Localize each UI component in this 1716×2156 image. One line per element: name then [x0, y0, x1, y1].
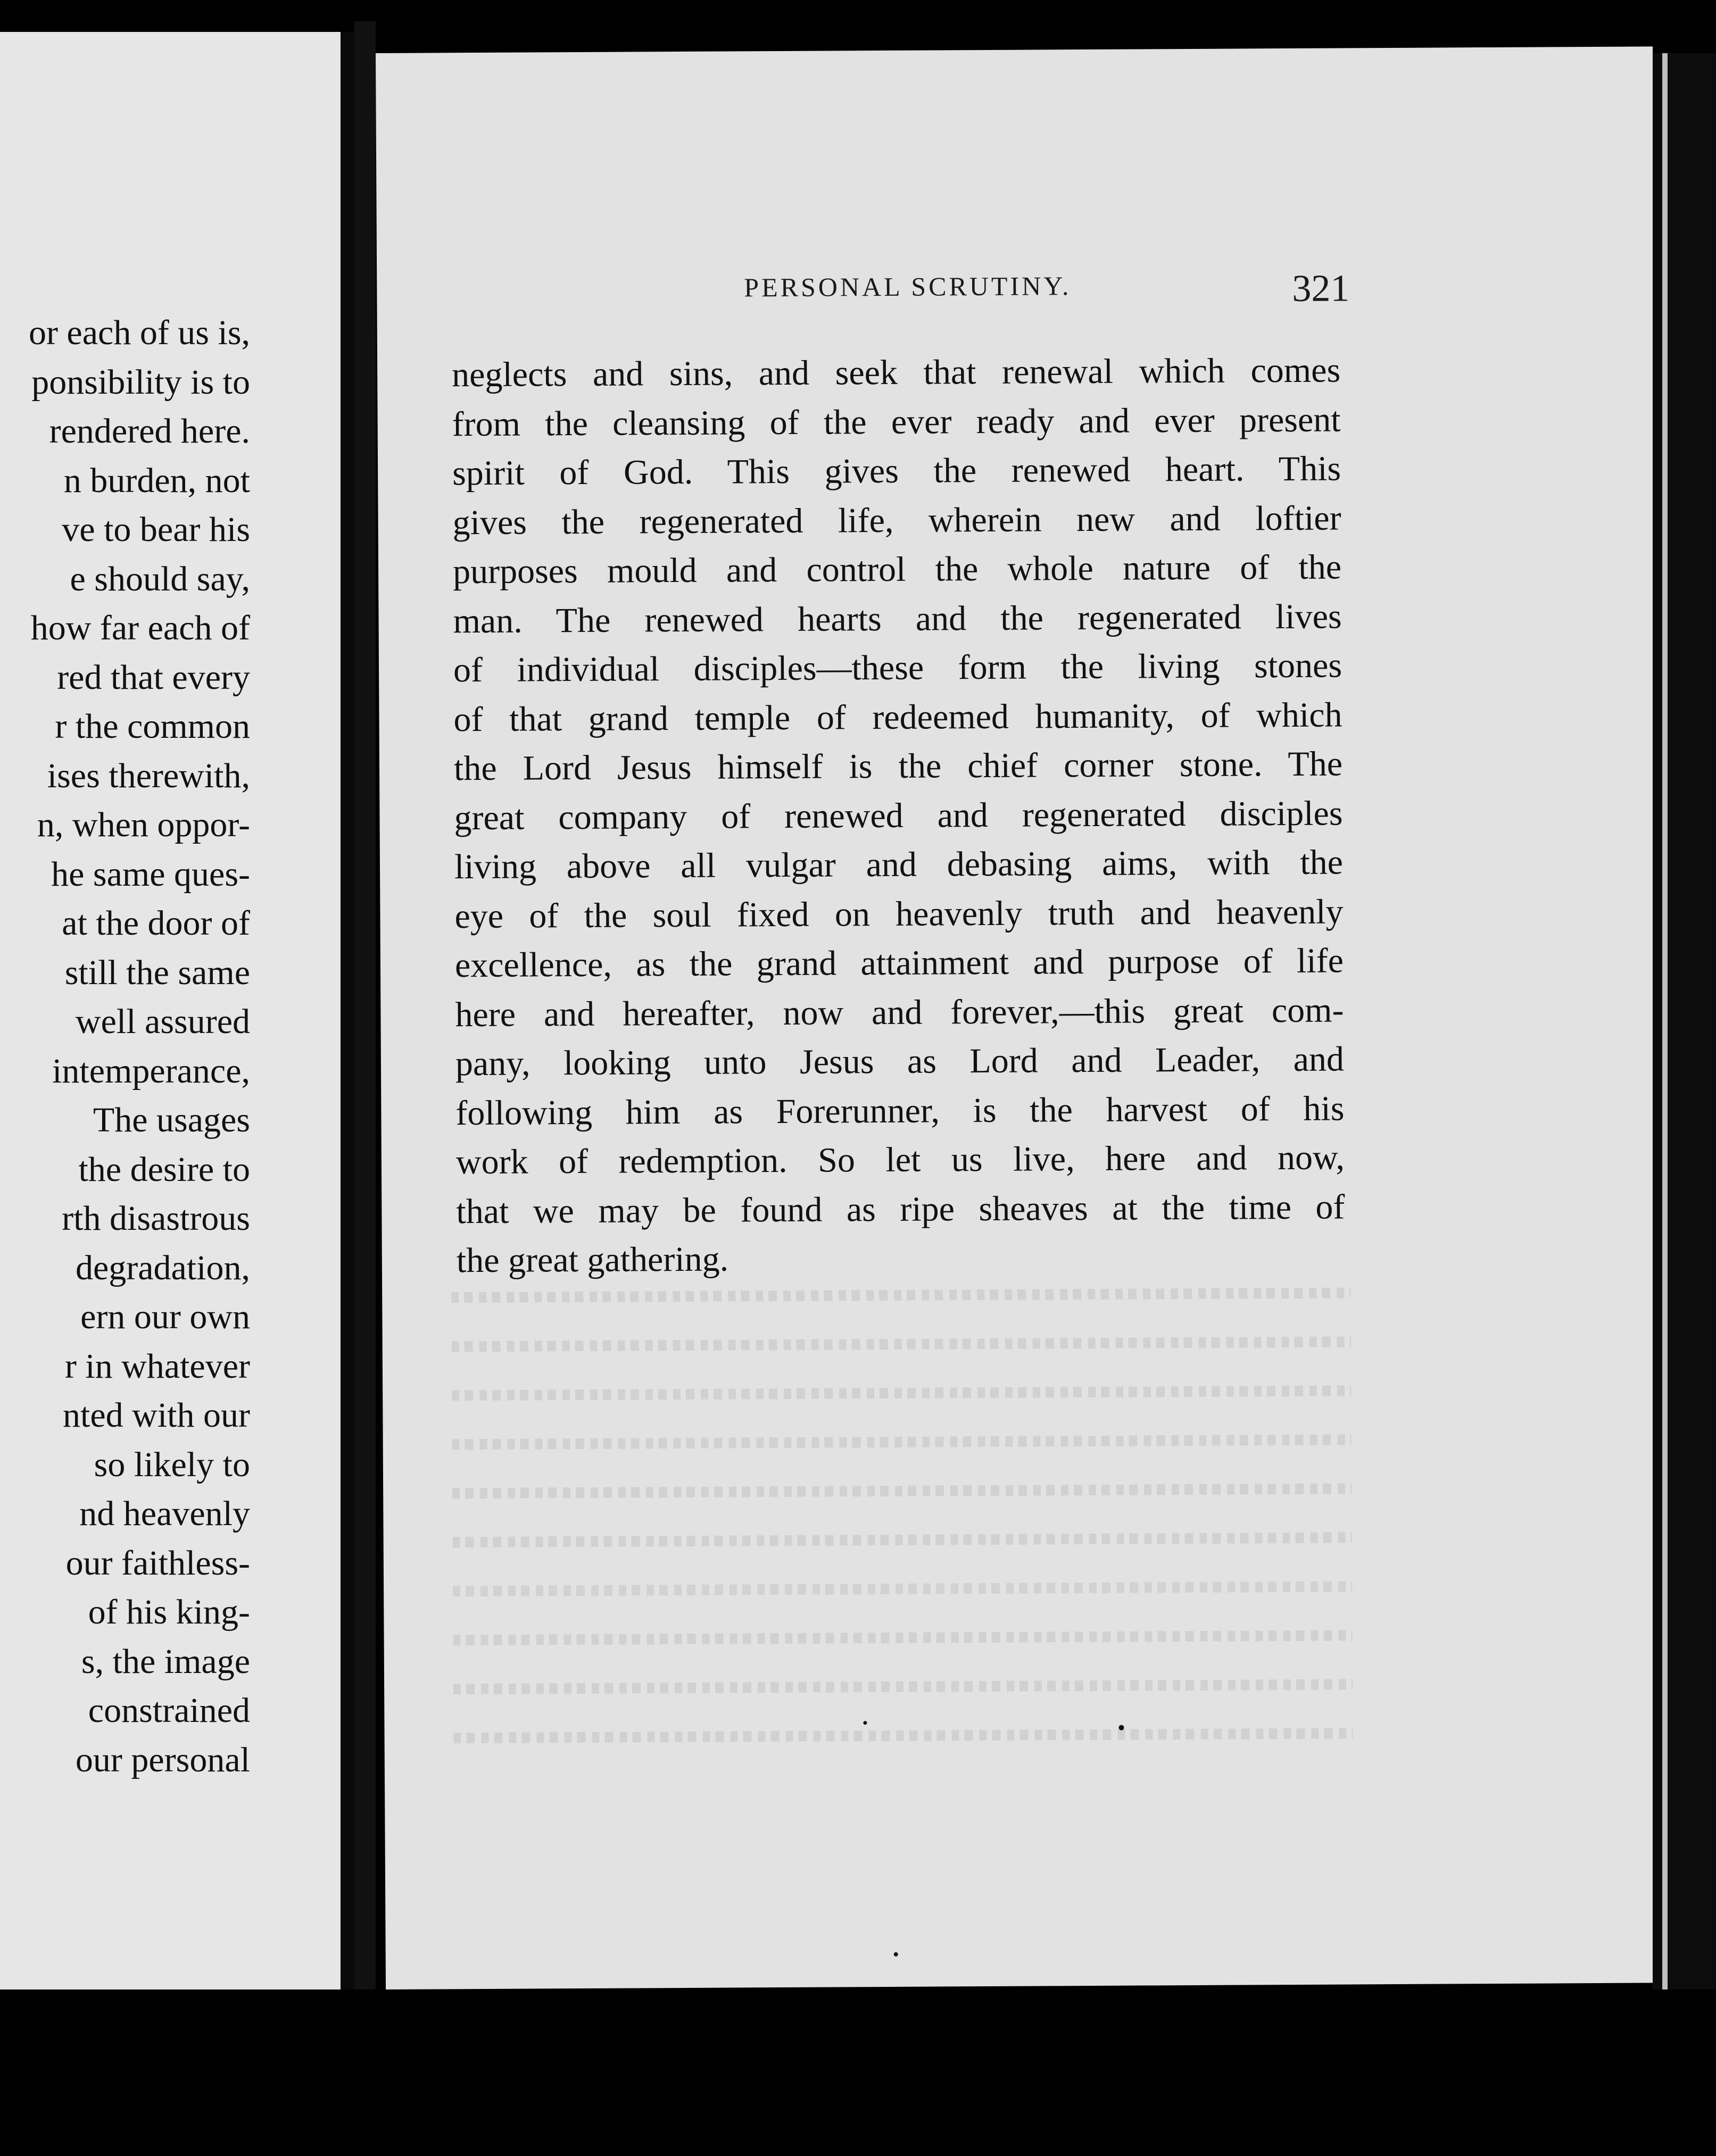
- left-line: r in whatever: [64, 1346, 250, 1386]
- text-line: of individual disciples—these form the living stones: [453, 646, 1342, 690]
- left-line: our personal: [75, 1740, 250, 1779]
- show-through-bleed: [451, 1287, 1353, 1797]
- left-line: still the same: [64, 953, 250, 992]
- left-line: he same ques-: [51, 854, 250, 894]
- left-page: [0, 32, 354, 1989]
- right-page: [376, 46, 1663, 1989]
- left-line: the desire to: [78, 1150, 250, 1189]
- left-line: degradation,: [75, 1248, 250, 1287]
- text-line: gives the regenerated life, wherein new and loftier: [452, 498, 1341, 542]
- left-line: how far each of: [30, 609, 250, 647]
- left-line: e should say,: [70, 559, 250, 598]
- left-line: ponsibility is to: [31, 362, 250, 402]
- text-line: purposes mould and control the whole nature of the: [452, 547, 1342, 592]
- text-line: that we may be found as ripe sheaves at the time of: [456, 1187, 1345, 1231]
- scan-border: [0, 1989, 1716, 2156]
- ink-speck: [894, 1952, 898, 1957]
- page-edge-stripe: [1662, 53, 1668, 2000]
- left-line: at the door of: [62, 904, 250, 943]
- text-line: work of redemption. So let us live, here and now,: [455, 1138, 1345, 1182]
- left-line: constrained: [88, 1691, 250, 1730]
- text-line: the Lord Jesus himself is the chief corner stone. The: [453, 744, 1343, 788]
- left-line: so likely to: [94, 1445, 250, 1484]
- left-line: r the common: [55, 707, 250, 746]
- left-line: intemperance,: [52, 1051, 250, 1091]
- ink-speck: [1118, 1725, 1124, 1730]
- book-gutter: [354, 21, 376, 2000]
- text-line: from the cleansing of the ever ready and ever present: [452, 400, 1341, 444]
- ink-speck: [863, 1721, 867, 1725]
- left-line: our faithless-: [65, 1543, 250, 1583]
- running-head: PERSONAL SCRUTINY.: [744, 271, 1072, 303]
- left-line: ve to bear his: [62, 510, 250, 549]
- text-line: pany, looking unto Jesus as Lord and Leader, and: [455, 1039, 1345, 1084]
- left-line: n, when oppor-: [37, 805, 250, 844]
- text-line-last: the great gathering.: [456, 1239, 729, 1280]
- left-line: s, the image: [81, 1642, 250, 1681]
- text-line: of that grand temple of redeemed humanity, of which: [453, 695, 1342, 739]
- text-line: great company of renewed and regenerated disciples: [454, 794, 1343, 837]
- text-line: living above all vulgar and debasing aims, with the: [454, 843, 1344, 887]
- left-line: rth disastrous: [62, 1199, 250, 1238]
- text-line: following him as Forerunner, is the harvest of his: [455, 1088, 1345, 1133]
- left-line: or each of us is,: [28, 313, 250, 352]
- left-line: n burden, not: [63, 461, 250, 500]
- left-line: ern our own: [80, 1297, 250, 1336]
- text-line: spirit of God. This gives the renewed heart. This: [452, 449, 1341, 493]
- left-line: nted with our: [63, 1396, 250, 1435]
- body-text: [452, 346, 1345, 1286]
- left-line: ises therewith,: [47, 756, 250, 795]
- left-line: The usages: [93, 1101, 250, 1139]
- left-line: nd heavenly: [79, 1494, 250, 1533]
- left-line: well assured: [75, 1002, 250, 1041]
- left-line: of his king-: [88, 1593, 250, 1631]
- text-line: here and hereafter, now and forever,—this great com-: [455, 990, 1344, 1034]
- left-line: rendered here.: [49, 412, 250, 451]
- page-edge: [1653, 53, 1716, 2156]
- page-number: 321: [1292, 267, 1350, 310]
- left-line: red that every: [57, 657, 250, 697]
- text-line: man. The renewed hearts and the regenerated lives: [453, 597, 1342, 640]
- left-page-text: [0, 309, 250, 1785]
- text-line: eye of the soul fixed on heavenly truth and heavenly: [454, 892, 1344, 936]
- text-line: excellence, as the grand attainment and purpose of life: [454, 941, 1344, 985]
- text-line: neglects and sins, and seek that renewal which comes: [451, 351, 1341, 395]
